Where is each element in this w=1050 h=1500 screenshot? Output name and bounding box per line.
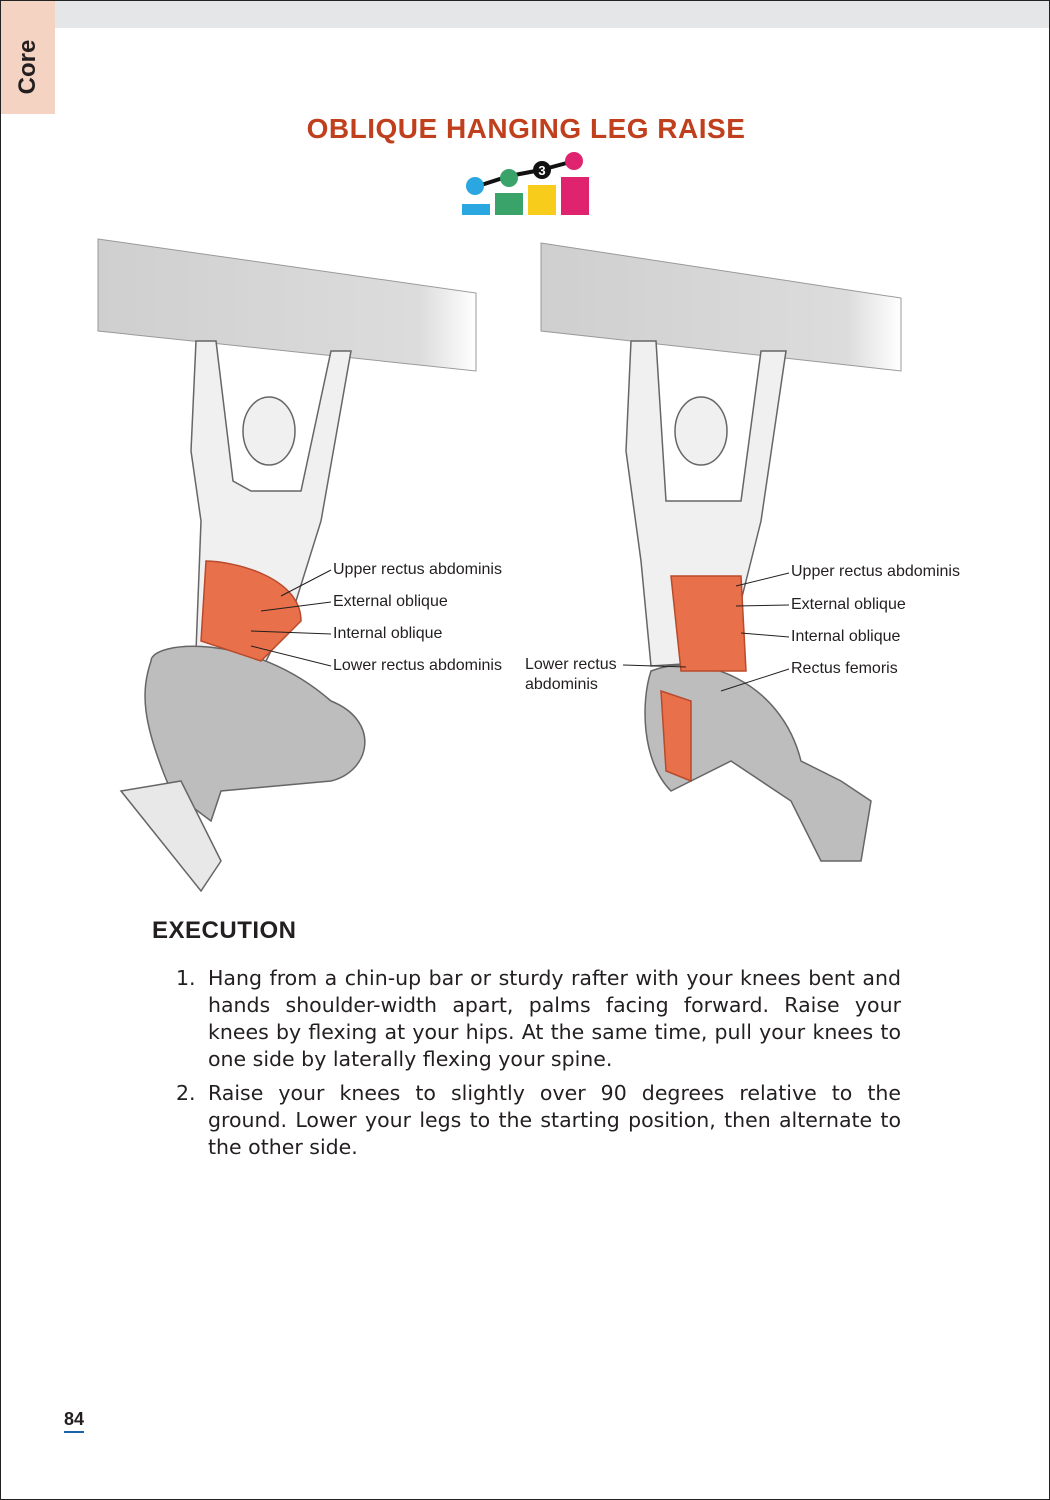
level-number: 3 <box>538 163 546 178</box>
execution-step <box>176 965 901 1073</box>
label-upper-rectus-left: Upper rectus abdominis <box>333 561 502 578</box>
execution-steps <box>176 965 901 1168</box>
page-number: 84 <box>64 1409 84 1433</box>
label-lower-rectus-right-line1: Lower rectus <box>525 656 617 673</box>
label-lower-rectus-left: Lower rectus abdominis <box>333 657 502 674</box>
label-external-oblique-right: External oblique <box>791 596 906 613</box>
step-number: 1. <box>176 966 196 990</box>
chinup-bar-right <box>541 243 901 371</box>
step-text: Raise your knees to slightly over 90 degrees relative to the ground. Lower your legs to the starting position, then alternate to the other side. <box>208 1081 901 1159</box>
label-lower-rectus-right-line2: abdominis <box>525 676 598 693</box>
section-tab-label: Core <box>14 39 41 95</box>
step-text: Hang from a chin-up bar or sturdy rafter with your knees bent and hands shoulder-width apart, palms facing forward. Raise your knees by flexing at your hips. At the same time, pull your knees to one side by laterally flexing your spine. <box>208 966 901 1071</box>
label-internal-oblique-right: Internal oblique <box>791 628 901 645</box>
chinup-bar-left <box>98 239 476 371</box>
execution-heading: EXECUTION <box>152 917 297 944</box>
label-external-oblique-left: External oblique <box>333 593 448 610</box>
exercise-title: OBLIQUE HANGING LEG RAISE <box>306 113 746 144</box>
step-number: 2. <box>176 1081 196 1105</box>
execution-step <box>176 1080 901 1161</box>
label-internal-oblique-left: Internal oblique <box>333 625 443 642</box>
exercise-illustration <box>1 1 1050 901</box>
figure-left <box>121 341 365 891</box>
label-upper-rectus-right: Upper rectus abdominis <box>791 563 960 580</box>
label-rectus-femoris-right: Rectus femoris <box>791 660 898 677</box>
